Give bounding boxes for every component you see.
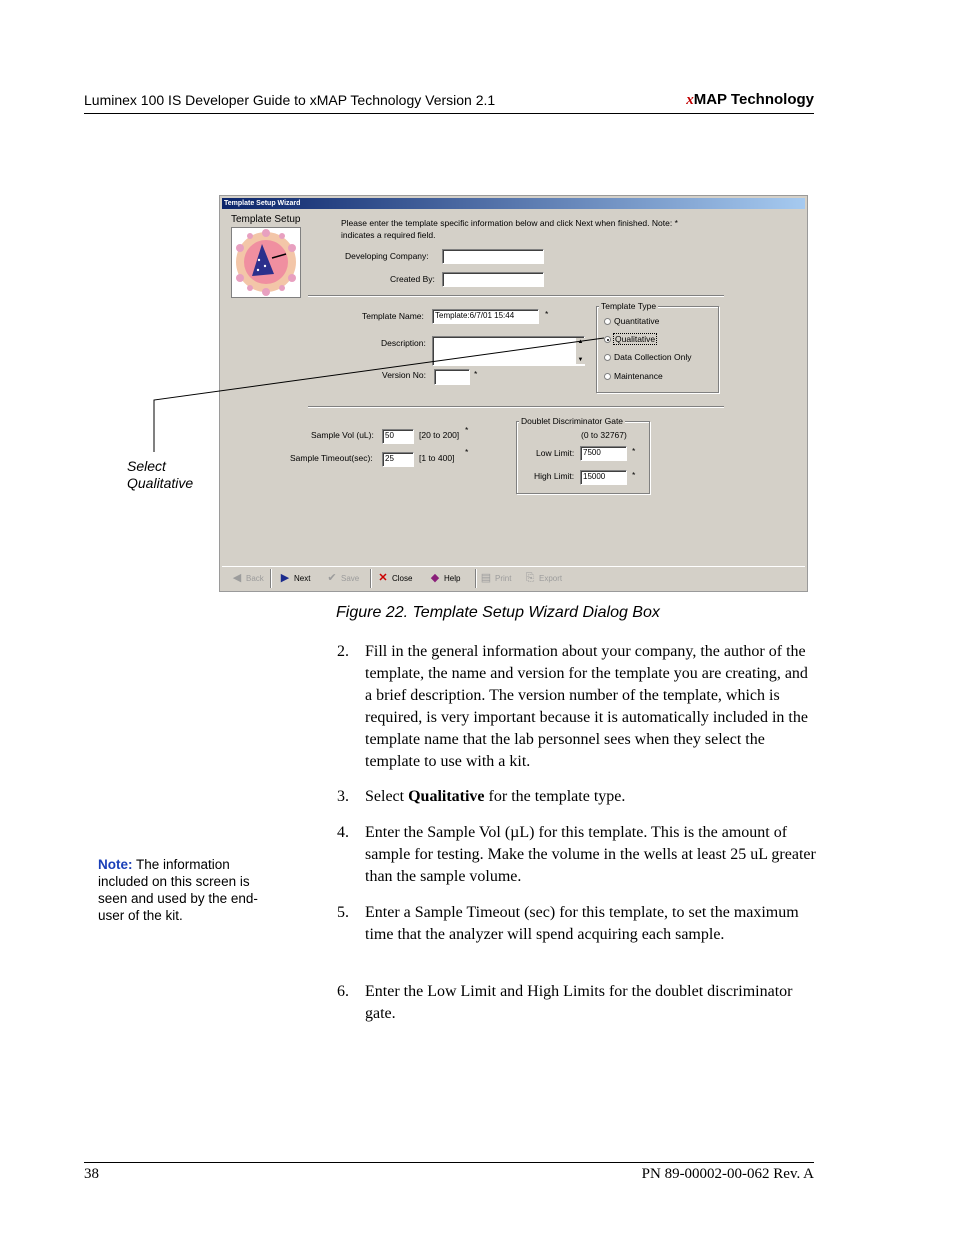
print-button[interactable]: ▤ Print [480,572,512,584]
template-name-input[interactable]: Template:6/7/01 15:44 [432,309,539,324]
scroll-up-arrow-icon[interactable]: ▲ [577,339,584,345]
callout-text [127,458,193,492]
brand-rest: MAP Technology [693,91,814,108]
high-limit-input[interactable]: 15000 [580,470,627,485]
step-number: 3. [337,788,349,805]
radio-data-collection-label[interactable]: Data Collection Only [614,352,692,362]
next-button[interactable]: ▶ Next [280,572,311,584]
version-no-label: Version No: [382,370,426,380]
sample-timeout-label: Sample Timeout(sec): [290,453,373,463]
save-button[interactable]: ✔ Save [327,572,360,584]
sample-vol-label: Sample Vol (uL): [311,430,374,440]
export-button[interactable]: ⎘ Export [525,572,563,584]
part-number: PN 89-00002-00-062 Rev. A [641,1166,814,1182]
step-text: Enter the Low Limit and High Limits for the doublet discriminator gate. [365,983,793,1022]
radio-qualitative-label[interactable]: Qualitative [615,334,656,344]
step-3 [337,786,817,808]
radio-maintenance-label[interactable]: Maintenance [614,371,663,381]
sample-vol-required: * [465,425,469,435]
checkmark-icon: ✔ [327,572,337,584]
sample-timeout-required: * [465,447,469,457]
figure-caption: Figure 22. Template Setup Wizard Dialog Box [336,604,660,621]
step-4 [337,822,817,888]
high-limit-required: * [632,470,636,480]
high-limit-label: High Limit: [534,471,575,481]
step-number: 5. [337,904,349,921]
note-label: Note: [98,857,133,872]
low-limit-label: Low Limit: [536,448,575,458]
instruction-line-1: Please enter the template specific information below and click Next when finished. Note: * [341,218,678,228]
help-button[interactable]: ◆ Help [430,572,461,584]
step-5 [337,902,817,946]
back-arrow-icon: ◀ [232,572,242,584]
step-number: 6. [337,983,349,1000]
step-text: Enter the Sample Vol (µL) for this template. This is the amount of sample for testing. Make the volume in the wells at least 25 uL greater than the sample volume. [365,824,816,885]
help-book-icon: ◆ [430,572,440,584]
export-icon: ⎘ [525,572,535,584]
doublet-gate-legend: Doublet Discriminator Gate [521,416,624,426]
side-note [98,856,273,924]
step-text: Fill in the general information about your company, the author of the template, the name and version for the template you are creating, and a brief description. The version number of the template, which is required, is very important because it is automatically included in the template name that the lab personnel sees when they select the template to use with a kit. [365,643,808,770]
sample-timeout-range: [1 to 400] [419,453,455,463]
brand-x: x [686,92,694,108]
description-label: Description: [381,338,426,348]
step-number: 4. [337,824,349,841]
close-x-icon: ✕ [378,572,388,584]
footer-rule [84,1162,814,1163]
low-limit-input[interactable]: 7500 [580,446,627,461]
callout-line-2: Qualitative [127,475,194,491]
developing-company-label: Developing Company: [345,251,429,261]
close-button[interactable]: ✕ Close [378,572,413,584]
callout-line-1: Select [127,458,166,474]
radio-quantitative-label[interactable]: Quantitative [614,316,660,326]
template-name-required: * [545,309,549,319]
template-type-legend: Template Type [601,301,657,311]
sample-vol-input[interactable]: 50 [382,429,414,444]
scroll-down-arrow-icon[interactable]: ▼ [577,357,584,363]
version-no-required: * [474,369,478,379]
step-text: Select Qualitative for the template type. [365,788,626,805]
step-number: 2. [337,643,349,660]
step-text: Enter a Sample Timeout (sec) for this template, to set the maximum time that the analyzer will spend acquiring each sample. [365,904,799,943]
dialog-title-bar: Template Setup Wizard [222,198,805,209]
step-2 [337,641,817,773]
template-name-label: Template Name: [362,311,424,321]
back-button[interactable]: ◀ Back [232,572,264,584]
sample-vol-range: [20 to 200] [419,430,460,440]
step-6 [337,981,817,1025]
printer-icon: ▤ [480,572,492,584]
low-limit-required: * [632,446,636,456]
page-number: 38 [84,1166,99,1182]
next-arrow-icon: ▶ [280,572,290,584]
sample-timeout-input[interactable]: 25 [382,452,414,467]
running-header-title: Luminex 100 IS Developer Guide to xMAP Technology Version 2.1 [84,92,496,108]
panel-title: Template Setup [231,214,301,225]
created-by-label: Created By: [390,274,435,284]
qualitative-emphasis: Qualitative [408,788,485,805]
note-text: The information included on this screen is seen and used by the end-user of the kit. [98,857,258,923]
instruction-line-2: indicates a required field. [341,230,436,240]
doublet-gate-range: (0 to 32767) [581,430,627,440]
